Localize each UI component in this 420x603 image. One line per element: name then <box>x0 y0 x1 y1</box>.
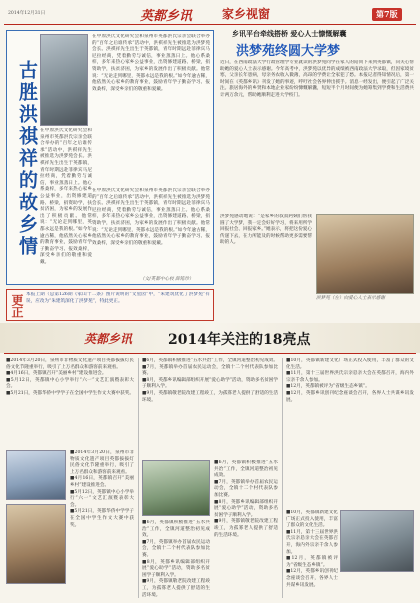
masthead: 英都乡讯 <box>140 9 193 24</box>
banner-rule <box>4 353 416 354</box>
header-rule <box>4 24 416 25</box>
issue-date: 2014年12月31日 <box>8 11 46 16</box>
left-story-text-2: 在中原洪氏文化研究会和泉州市英都洪氏宗亲会联合举办的“百年之后谁传承”活动中，洪祺祥先生被推选为洪梦苑会长。洪祺祥先生出生于英都镇，青年时期远赴菲律宾马尼拉经商，凭着勤劳与诚信，事业蒸蒸日上。他心系桑梓，多年来热心家乡公益事业，出资修建道路、桥梁，捐资助学，扶贫济困，为家乡的发展作出了积极贡献。他常说：“无论走到哪里，英都永远是我的根。”如今年逾古稀，他依然关心家乡的教育事业，鼓励青年学子勤奋学习、报效桑梓，深受乡亲们的敬重和爱戴。 <box>40 128 92 265</box>
left-story-text-3: 在中原洪氏文化研究会和泉州市英都洪氏宗亲会联合举办的“百年之后谁传承”活动中，洪祺祥先生被推选为洪梦苑会长。洪祺祥先生出生于英都镇，青年时期远赴菲律宾马尼拉经商，凭着勤劳与诚信，事业蒸蒸日上。他心系桑梓，多年来热心家乡公益事业，出资修建道路、桥梁，捐资助学，扶贫济困，为家乡的发展作出了积极贡献。他常说：“无论走到哪里，英都永远是我的根。”如今年逾古稀，他依然关心家乡的教育事业，鼓励青年学子勤奋学习、报效桑梓，深受乡亲们的敬重和爱戴。 <box>92 188 210 246</box>
banner-title: 2014年关注的18亮点 <box>168 332 311 348</box>
correction-text: 本报上期（总第126期《家山十二条》图片说明的“文星园”中，“朱建筑优化了洪梦苑”有误，应改为“朱建筑深化了洪梦苑”，特此更正。 <box>26 292 210 304</box>
column-2-text-2: ■6月，英都镇积极推进“五水共治”工作，全镇河道整治初见成效。 ■7月，英都镇举办首届农民运动会，全镇十二个村代表队参加比赛。 ■8月，英都乡讯编辑部组织开展“爱心助学”活动，资助多名贫困学子顺利入学。 ■9月，英都镇敬老院改建工程竣工，为孤寡老人提供了舒适的生活环境。 <box>214 460 278 538</box>
correction-label: 更正 <box>10 294 24 318</box>
right-story-kicker: 乡讯平台牵线搭桥 爱心人士慷慨解囊 <box>232 29 347 38</box>
column-divider-2 <box>282 358 283 598</box>
column-1-text-2: ■2014年3月20日，泉州市非物质文化遗产项目英都拔拔灯民俗文化节隆重举行，吸引了上万名群众和游客前来观看。 ■4月16日，英都镇召开“美丽乡村”建设推进会。 ■5月12日，英都镇中心小学举行“六一”文艺汇演暨表彰大会。 ■5月21日，英都华侨中学学子在全国中学生作文大赛中获奖。 <box>70 450 134 528</box>
column-2-text-3: ■6月，英都镇积极推进“五水共治”工作，全镇河道整治初见成效。 ■7月，英都镇举办首届农民运动会，全镇十二个村代表队参加比赛。 ■8月，英都乡讯编辑部组织开展“爱心助学”活动，资助多名贫困学子顺利入学。 ■9月，英都镇敬老院改建工程竣工，为孤寡老人提供了舒适的生活环境。 <box>142 520 210 598</box>
column-2-text: ■6月，英都镇积极推进“五水共治”工作，全镇河道整治初见成效。 ■7月，英都镇举办首届农民运动会，全镇十二个村代表队参加比赛。 ■8月，英都乡讯编辑部组织开展“爱心助学”活动，资助多名贫困学子顺利入学。 ■9月，英都镇敬老院改建工程竣工，为孤寡老人提供了舒适的生活环境。 <box>142 358 278 403</box>
page-number: 第7版 <box>372 8 402 21</box>
column-3-photo <box>340 510 414 572</box>
column-3-text: ■10月，英都镇新建文化广场正式投入使用，丰富了群众的文化生活。 ■11月，第十三届世界洪氏宗亲恳亲大会在英都召开，海内外宗亲千余人参加。 ■12月，英都镇被评为“省级生态乡镇”。 ■12月，英都乡讯创刊纪念座谈会召开，各界人士共谋乡讯发展。 <box>286 358 414 403</box>
right-story-photo <box>316 214 414 294</box>
column-2-photo <box>142 460 210 516</box>
left-top-photo <box>40 34 88 126</box>
column-3-text-2: ■10月，英都镇新建文化广场正式投入使用，丰富了群众的文化生活。 ■11月，第十三届世界洪氏宗亲恳亲大会在英都召开，海内外宗亲千余人参加。 ■12月，英都镇被评为“省级生态乡镇”。 ■12月，英都乡讯创刊纪念座谈会召开，各界人士共谋乡讯发展。 <box>286 510 338 588</box>
section-title: 家乡视窗 <box>222 7 271 21</box>
right-story-text-2: 洪梦苑感动地说：“是家乡的叔叔阿姨们帮我圆了大学梦，我一定会好好学习，将来用所学回报社会、回报家乡。”她表示，将把这份爱心传递下去，在力所能及的时候帮助更多需要帮助的人。 <box>220 214 312 246</box>
left-story-text: 在中原洪氏文化研究会和泉州市英都洪氏宗亲会联合举办的“百年之后谁传承”活动中，洪祺祥先生被推选为洪梦苑会长。洪祺祥先生出生于英都镇，青年时期远赴菲律宾马尼拉经商，凭着勤劳与诚信，事业蒸蒸日上。他心系桑梓，多年来热心家乡公益事业，出资修建道路、桥梁，捐资助学，扶贫济困，为家乡的发展作出了积极贡献。他常说：“无论走到哪里，英都永远是我的根。”如今年逾古稀，他依然关心家乡的教育事业，鼓励青年学子勤奋学习、报效桑梓，深受乡亲们的敬重和爱戴。 <box>92 34 210 92</box>
right-story-photo-caption: 洪梦苑（左）向爱心人士表示感谢 <box>316 296 385 301</box>
left-story-vertical-title: 古胜洪祺祥的故乡情 <box>16 60 38 258</box>
banner-masthead: 英都乡讯 <box>84 332 133 346</box>
right-story-text: 近日，在西南政法大学行政管理学专业就读的洪梦苑同学在家人的陪同下来到英都镇，向关心帮助她的爱心人士表示感谢。今年高考中，洪梦苑以优异的成绩被西南政法大学录取，但因家境贫寒，父亲长年患病，母亲务农收入微薄，高昂的学费让全家犯了愁。本报记者得知情况后，第一时间在《英都乡讯》刊发了她的事迹，呼吁社会各界伸出援手。消息一经发出，便引起了广泛关注。旅居海外的乡贤和本地企业家纷纷慷慨解囊，短短半个月时间便为她筹集到学费和生活费共计两万余元，帮助她顺利走进大学校门。 <box>220 60 414 98</box>
column-divider-1 <box>138 358 139 598</box>
left-story-author: （文/英都中心校 薛铭珍） <box>140 277 194 282</box>
column-1-text: ■2014年3月20日，泉州市非物质文化遗产项目英都拔拔灯民俗文化节隆重举行，吸引了上万名群众和游客前来观看。 ■4月16日，英都镇召开“美丽乡村”建设推进会。 ■5月12日，英都镇中心小学举行“六一”文艺汇演暨表彰大会。 ■5月21日，英都华侨中学学子在全国中学生作文大赛中获奖。 <box>6 358 134 396</box>
column-1-photo-2 <box>6 504 66 584</box>
column-1-photo-1 <box>6 450 66 500</box>
right-story-title: 洪梦苑终圆大学梦 <box>236 44 341 59</box>
